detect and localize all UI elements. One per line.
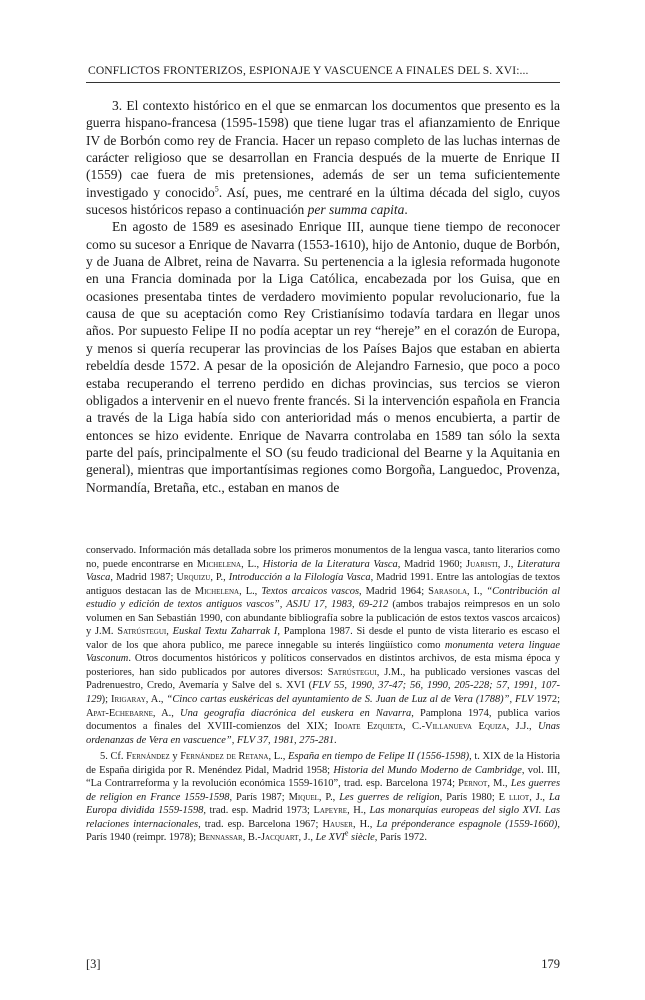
main-text	[86, 97, 560, 496]
paragraph-1589: En agosto de 1589 es asesinado Enrique III, aunque tiene tiempo de reconocer como su sucesor a Enrique de Navarra (1553-1610), hijo de Antonio, duque de Borbón, y de Juana de Albret, reina de Navarra. Su pertenencia a la iglesia reformada hugonote en una Francia dominada por la Liga Católica, encabezada por los Guisa, que en ocasiones presentaba tintes de verdadero movimiento popular revolucionario, fue la causa de que su aceptación como Rey Cristianísimo todavía tardara en llegar unos años. Por supuesto Felipe II no podía aceptar un rey “hereje” en el corazón de Europa, y menos si quería recuperar las provincias de los Países Bajos que estaban en abierta rebeldía desde 1572. A pesar de la oposición de Alejandro Farnesio, que poco a poco estaba recuperando el terreno perdido en dichas provincias, sus tercios se vieron obligados a intervenir en el nuevo frente francés. Si la intervención española en Francia a través de la Liga había sido con anterioridad más o menos encubierta, a partir de entonces se hizo evidente. Enrique de Navarra controlaba en 1589 tan sólo la sexta parte del país, principalmente el SO (su feudo tradicional del Bearne y la Aquitania en general), mientras que importantísimas regiones como Borgoña, Languedoc, Provenza, Normandía, Bretaña, etc., estaban en manos de	[86, 219, 560, 495]
footnote-4-continuation: conservado. Información más detallada sobre los primeros monumentos de la lengua vasca, tanto literarios como no, puede encontrarse en Michelena, L., Historia de la Literatura Vasca, Madrid 1960; Juaristi, J., Literatura Vasca, Madrid 1987; Urquizu, P., Introducción a la Filología Vasca, Madrid 1991. Entre las antologías de textos antiguos destacan las de Michelena, L., Textos arcaicos vascos, Madrid 1964; Sarasola, I., “Contribución al estudio y edición de textos antiguos vascos”, ASJU 17, 1983, 69-212 (ambos trabajos reimpresos en un solo volumen en San Sebastián 1990, con abundante bibliografía sobre la publicación de estos textos vascos arcaicos) y J.M. Satrústegui, Euskal Textu Zaharrak I, Pamplona 1987. Si desde el punto de vista literario es escaso el valor de los que ahora publico, me parece innegable su interés lingüístico como monumenta vetera linguae Vasconum. Otros documentos históricos y políticos conservados en distintos archivos, de esta misma época y posteriores, han sido publicados por autores diversos: Satrústegui, J.M., ha publicado versiones vascas del Padrenuestro, Credo, Avemaría y Salve del s. XVI (FLV 55, 1990, 37-47; 56, 1990, 205-228; 57, 1991, 107-129); Irigaray, A., “Cinco cartas euskéricas del ayuntamiento de S. Juan de Luz al de Vera (1788)”, FLV 1972; Apat-Echebarne, A., Una geografía diacrónica del euskera en Navarra, Pamplona 1974, publica varios documentos a finales del XVIII-comienzos del XIX; Idoate Ezquieta, C.-Villanueva Equiza, J.J., Unas ordenanzas de Vera en vascuence”, FLV 37, 1981, 275-281.	[86, 545, 561, 746]
header-rule	[86, 82, 560, 83]
paragraph-section-3	[86, 97, 560, 218]
footnote-ref-5[interactable]: 5	[214, 184, 219, 194]
footnotes	[86, 544, 560, 845]
paragraph-3-text-b: . Así, pues, me centraré en la última década del siglo, cuyos sucesos históricos repaso a continuación	[86, 184, 560, 218]
paragraph-3-text-a: 3. El contexto histórico en el que se enmarcan los documentos que presento es la guerra hispano-francesa (1595-1598) que tiene lugar tras el afianzamiento de Enrique IV de Borbón como rey de Francia. Hacer un repaso completo de las luchas internas de carácter religioso que se desarrollan en Francia después de la muerte de Enrique II (1559) cae fuera de mis pretensiones, además de ser un tema suficientemente investigado y conocido	[86, 98, 560, 200]
page-number: 179	[541, 957, 560, 971]
section-number: [3]	[86, 957, 101, 971]
footnote-5: 5. Cf. Fernández y Fernández de Retana, L., España en tiempo de Felipe II (1556-1598), t. XIX de la Historia de España dirigida por R. Menéndez Pidal, Madrid 1958; Historia del Mundo Moderno de Cambridge, vol. III, “La Contrarreforma y la revolución económica 1559-1610”, trad. esp. Barcelona 1974; Pernot, M., Les guerres de religion en France 1559-1598, París 1987; Miquel, P., Les guerres de religion, París 1980; E lliot, J., La Europa dividida 1559-1598, trad. esp. Madrid 1973; Lapeyre, H., Las monarquías europeas del siglo XVI. Las relaciones internacionales, trad. esp. Barcelona 1967; Hauser, H., La préponderance espagnole (1559-1660), París 1940 (reimpr. 1978); Bennassar, B.-Jacquart, J., Le XVIe siècle, París 1972.	[86, 751, 561, 844]
paragraph-3-text-d: .	[404, 202, 408, 218]
running-head: CONFLICTOS FRONTERIZOS, ESPIONAJE Y VASCUENCE A FINALES DEL S. XVI:...	[88, 64, 529, 77]
paragraph-3-latin-phrase: per summa capita	[307, 202, 405, 218]
